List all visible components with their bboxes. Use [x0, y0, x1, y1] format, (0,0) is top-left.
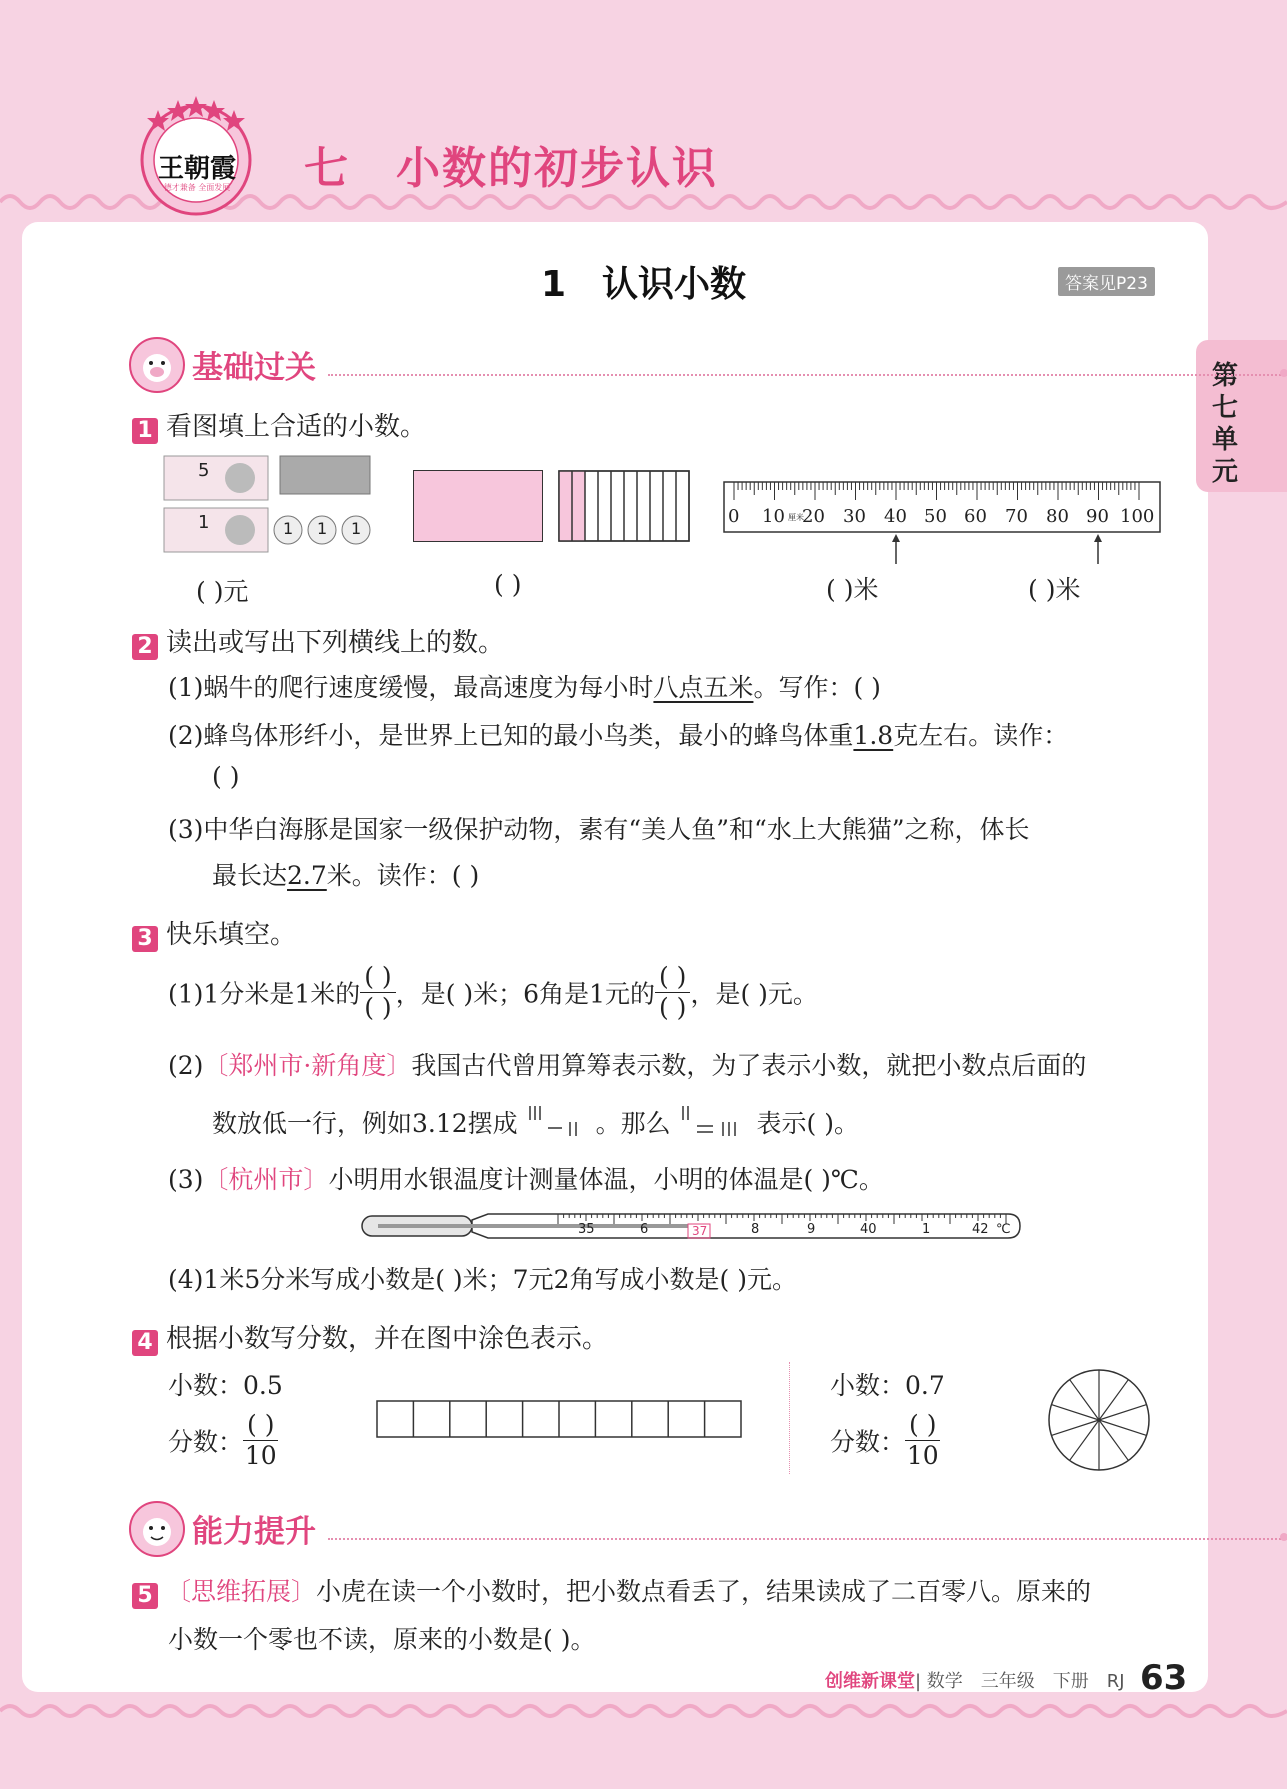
q3-item-3 [168, 1160, 884, 1196]
q3-fraction-2-numerator[interactable]: ( ) [655, 962, 690, 993]
section-advanced [128, 1500, 1287, 1560]
q3-fraction-2[interactable] [655, 962, 690, 1023]
q2-number: 2 [132, 634, 158, 660]
section-advanced-dots [1278, 1525, 1287, 1547]
ruler-label-20: 20 [802, 506, 825, 527]
money-figure [162, 452, 376, 558]
q2-item-3-line-1: (3)中华白海豚是国家一级保护动物，素有“美人鱼”和“水上大熊猫”之称，体长 [168, 815, 1030, 844]
pink-square-figure [413, 470, 543, 542]
thermo-label-40: 40 [860, 1222, 877, 1237]
q2-heading [132, 622, 504, 660]
ruler-label-0: 0 [728, 506, 740, 527]
thermo-label-35: 35 [578, 1222, 595, 1237]
page-number: 63 [1140, 1658, 1188, 1698]
q2-item-1-text: (1)蜗牛的爬行速度缓慢，最高速度为每小时 [168, 673, 654, 702]
thermo-unit: ℃ [996, 1222, 1011, 1237]
q3-item-2-example-text: 数放低一行，例如3.12摆成 [212, 1109, 518, 1138]
q4-number: 4 [132, 1330, 158, 1356]
ruler-label-90: 90 [1086, 506, 1109, 527]
q2-item-2 [168, 716, 1068, 752]
section-advanced-divider [328, 1538, 1287, 1540]
thermo-label-37: 37 [692, 1224, 708, 1238]
counting-rods-3-12-icon [526, 1104, 588, 1138]
q3-item-1-end[interactable]: ，是( )元。 [690, 979, 818, 1009]
brand-logo-subtext: 德才兼备 全面发展 [163, 183, 231, 192]
q3-item-1-text: (1)1分米是1米的 [168, 979, 361, 1009]
thermo-label-39: 9 [807, 1222, 816, 1237]
q4-right-decimal: 小数：0.7 [830, 1371, 945, 1400]
q5-line-2[interactable]: 小数一个零也不读，原来的小数是( )。 [168, 1625, 596, 1654]
q4-left-fraction-value[interactable] [243, 1410, 278, 1471]
counting-rods-question-icon [679, 1104, 749, 1138]
q1-number: 1 [132, 418, 158, 444]
q4-right-fraction-label: 分数： [830, 1427, 906, 1457]
bill-5-value: 5 [198, 460, 210, 481]
q3-item-2-line-1 [168, 1046, 1086, 1082]
unit-title: 七 小数的初步认识 [304, 143, 718, 194]
lesson-title: 1 认识小数 [540, 264, 747, 305]
ruler-label-40: 40 [884, 506, 907, 527]
q4-right-denominator: 10 [906, 1441, 939, 1470]
wave-border-bottom [0, 1696, 1287, 1726]
q4-left-decimal: 小数：0.5 [168, 1371, 283, 1400]
q1-prompt: 看图填上合适的小数。 [166, 412, 427, 442]
q3-fraction-1-numerator[interactable]: ( ) [360, 962, 395, 993]
q2-item-2-text: (2)蜂鸟体形纤小，是世界上已知的最小鸟类，最小的蜂鸟体重 [168, 721, 854, 750]
q3-item-1 [168, 962, 818, 1023]
q4-left-numerator[interactable]: ( ) [243, 1410, 278, 1441]
q2-item-2-answer[interactable]: ( ) [212, 762, 240, 791]
section-basic [128, 336, 1287, 396]
q2-item-3-text: 最长达 [212, 861, 288, 890]
footer [825, 1667, 1125, 1693]
q2-item-3-line-2 [212, 856, 479, 892]
q4-left-fraction-label: 分数： [168, 1427, 244, 1457]
q3-item-3-num: (3) [168, 1165, 204, 1194]
footer-info: | 数学 三年级 下册 RJ [915, 1671, 1125, 1692]
q4-heading [132, 1318, 608, 1356]
q3-fraction-1[interactable] [360, 962, 395, 1023]
ruler-label-60: 60 [964, 506, 987, 527]
q4-right-fraction-value[interactable] [905, 1410, 940, 1471]
q2-item-1-underlined: 八点五米 [653, 673, 754, 702]
q3-item-1-middle[interactable]: ，是( )米；6角是1元的 [395, 979, 655, 1009]
section-basic-divider [328, 374, 1287, 376]
brand-logo-text: 王朝霞 [157, 154, 236, 184]
q2-item-1-answer[interactable]: 。写作：( ) [753, 673, 881, 702]
q3-item-3-text[interactable]: 小明用水银温度计测量体温，小明的体温是( )℃。 [328, 1165, 884, 1194]
q3-item-2-tag: 〔郑州市·新角度〕 [203, 1051, 412, 1080]
q4-left-fraction [168, 1410, 278, 1471]
q3-item-2-then: 。那么 [595, 1109, 671, 1138]
q3-item-4[interactable]: (4)1米5分米写成小数是( )米；7元2角写成小数是( )元。 [168, 1265, 797, 1294]
q3-item-2-num: (2) [168, 1051, 204, 1080]
thermo-label-42: 42 [972, 1222, 989, 1237]
q4-divider [789, 1362, 790, 1474]
q5-text-1: 小虎在读一个小数时，把小数点看丢了，结果读成了二百零八。原来的 [316, 1577, 1092, 1606]
q2-item-3-answer[interactable]: 米。读作：( ) [326, 861, 480, 890]
thermo-label-41: 1 [922, 1222, 931, 1237]
q5-number: 5 [132, 1583, 158, 1609]
section-advanced-label: 能力提升 [192, 1514, 316, 1550]
q1-square-answer[interactable]: ( ) [494, 570, 522, 599]
thermo-label-36: 6 [640, 1222, 649, 1237]
q2-item-2-suffix: 克左右。读作： [893, 721, 1069, 750]
q2-item-2-underlined: 1.8 [853, 721, 894, 750]
answer-reference-tag: 答案见P23 [1058, 267, 1155, 296]
q1-ruler-answer-2[interactable]: ( )米 [1028, 575, 1081, 604]
q1-heading [132, 406, 426, 444]
q3-fraction-2-denominator[interactable]: ( ) [658, 993, 687, 1022]
q2-item-3-underlined: 2.7 [287, 861, 327, 890]
q5-line-1 [132, 1572, 1091, 1609]
q4-prompt: 根据小数写分数，并在图中涂色表示。 [166, 1324, 609, 1354]
q4-right-numerator[interactable]: ( ) [905, 1410, 940, 1441]
q3-item-2-answer[interactable]: 表示( )。 [756, 1109, 859, 1138]
footer-brand: 创维新课堂 [825, 1671, 915, 1692]
q3-number: 3 [132, 926, 158, 952]
section-basic-label: 基础过关 [192, 350, 316, 386]
ruler-label-30: 30 [843, 506, 866, 527]
q3-fraction-1-denominator[interactable]: ( ) [364, 993, 392, 1022]
coin-value-1: 1 [283, 519, 294, 538]
q2-item-1 [168, 668, 881, 704]
ruler-label-80: 80 [1046, 506, 1069, 527]
ruler-label-50: 50 [924, 506, 947, 527]
coin-value-2: 1 [317, 519, 328, 538]
q3-item-3-tag: 〔杭州市〕 [203, 1165, 329, 1194]
section-basic-dots [1278, 361, 1287, 383]
q1-money-answer[interactable]: ( )元 [196, 577, 249, 606]
cartoon-monkey-icon [128, 1500, 186, 1558]
bill-1-value: 1 [198, 512, 210, 533]
q4-right-fraction [830, 1410, 940, 1471]
coin-value-3: 1 [351, 519, 362, 538]
q5-tag: 〔思维拓展〕 [166, 1577, 317, 1606]
q2-prompt: 读出或写出下列横线上的数。 [166, 628, 505, 658]
ruler-label-70: 70 [1005, 506, 1028, 527]
q4-left-denominator: 10 [244, 1441, 277, 1470]
ruler-label-10: 10 [762, 506, 785, 527]
q3-prompt: 快乐填空。 [166, 920, 297, 950]
q3-item-2-line-2 [212, 1104, 859, 1140]
q4-circle-figure[interactable] [1045, 1366, 1153, 1474]
thermo-label-38: 8 [751, 1222, 760, 1237]
striped-square-figure [558, 470, 690, 544]
q3-item-2-text: 我国古代曾用算筹表示数，为了表示小数，就把小数点后面的 [411, 1051, 1087, 1080]
cartoon-pig-icon [128, 336, 186, 394]
ruler-unit: 厘米 [788, 513, 804, 522]
q1-ruler-answer-1[interactable]: ( )米 [826, 575, 879, 604]
q4-grid-figure[interactable] [376, 1400, 742, 1440]
ruler-label-100: 100 [1120, 506, 1155, 527]
unit-side-tab-label: 第七单元 [1212, 361, 1239, 487]
q3-heading [132, 914, 296, 952]
